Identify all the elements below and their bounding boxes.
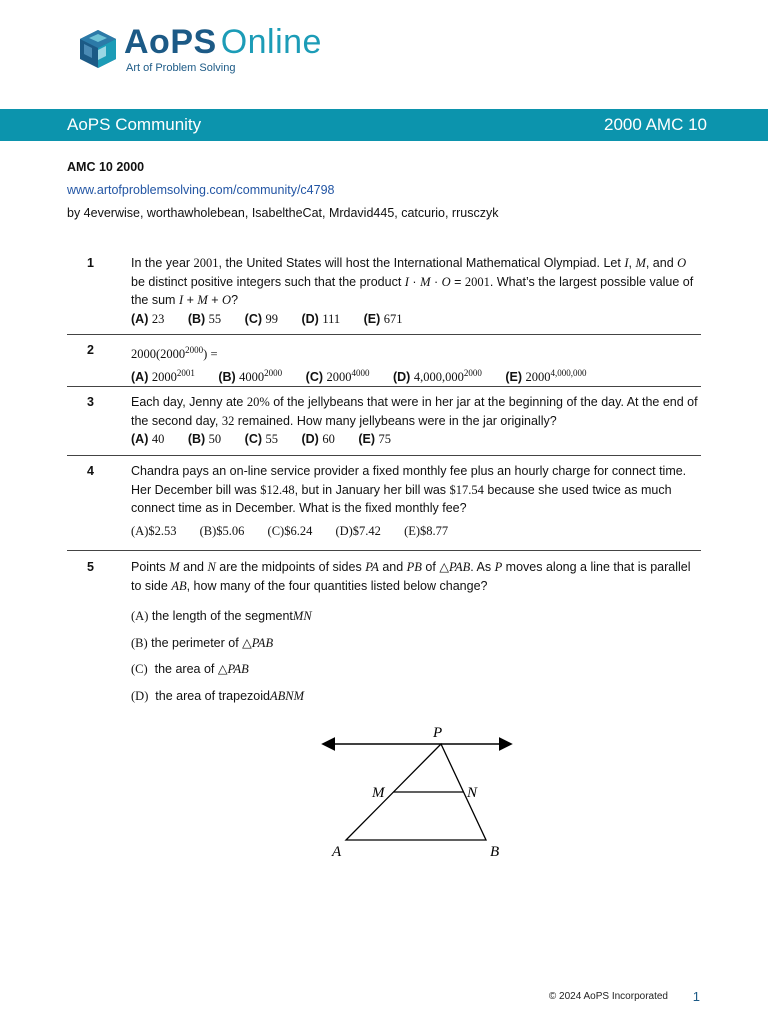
banner-community: AoPS Community: [67, 115, 202, 134]
label-p: P: [433, 725, 443, 741]
divider: [67, 550, 701, 551]
problem-text: In the year 2001, the United States will host the International Mathematical Olympiad. Let I, M, and O be distinct positive integers such that the product I · M · O = 2001. What’s the largest possible value of the sum I + M + O? (A) 23 (B) 55 (C) 99 (D) 111 (E) 671: [131, 254, 701, 328]
answer-choices: (A) 23 (B) 55 (C) 99 (D) 111 (E) 671: [131, 311, 403, 326]
copyright: © 2024 AoPS Incorporated: [548, 991, 668, 1002]
label-b: B: [490, 844, 500, 860]
problem-number: 4: [87, 464, 94, 478]
logo-product: Online: [220, 23, 322, 61]
authors-line: by 4everwise, worthawholebean, IsabeltheCat, Mrdavid445, catcurio, rrusczyk: [67, 206, 499, 220]
problem-number: 2: [87, 343, 94, 357]
divider: [67, 455, 701, 456]
logo-tagline: Art of Problem Solving: [126, 62, 236, 74]
quantity-list: [131, 603, 701, 709]
quantity-item: (B) the perimeter of △PAB: [131, 635, 274, 650]
label-n: N: [467, 785, 478, 801]
document-meta: [67, 156, 498, 225]
trapezoid-figure: [310, 718, 530, 868]
answer-choices: (A) $2000^{2001}$ (B) $4000^{2000}$ (C) $2000^{4000}$ (D) $4,000,000^{2000}$ (E) 2000$^{4,000,000}$: [131, 367, 587, 384]
problem-number: 3: [87, 395, 94, 409]
divider: [67, 334, 701, 335]
contest-title: AMC 10 2000: [67, 160, 145, 174]
label-a: A: [332, 844, 342, 860]
problem-number: 1: [87, 256, 94, 270]
cube-logo-icon: [78, 28, 118, 70]
quantity-item: (D) the area of trapezoidABNM: [131, 688, 304, 703]
header-banner: [0, 109, 768, 141]
quantity-item: (A) the length of the segmentMN: [131, 609, 312, 623]
quantity-item: (C) the area of △PAB: [131, 662, 249, 676]
divider: [67, 386, 701, 387]
problem-text: Chandra pays an on-line service provider a fixed monthly fee plus an hourly charge for connect time. Her December bill was $12.48, but in January her bill was $17.54 because she used twice as much connect time as in December. What is the fixed monthly fee? (A)$2.53 (B)$5.06 (C)$6.24 (D)$7.42 (E)$8.77: [131, 462, 701, 540]
problem-number: 5: [87, 560, 94, 574]
page-number: 1: [692, 989, 700, 1004]
logo-brand: AoPS: [124, 23, 217, 61]
problem-text: $2000(2000^{2000})$ = (A) $2000^{2001}$ (B) $4000^{2000}$ (C) $2000^{4000}$ (D) $4,000,000^{2000}$ (E) 2000$^{4,000,000}$: [131, 341, 701, 386]
community-link[interactable]: www.artofproblemsolving.com/community/c4798: [67, 183, 335, 197]
label-m: M: [372, 785, 385, 801]
aops-logo: [78, 24, 322, 74]
answer-choices: (A)$2.53 (B)$5.06 (C)$6.24 (D)$7.42 (E)$8.77: [131, 523, 449, 538]
problem-text: Each day, Jenny ate 20% of the jellybeans that were in her jar at the beginning of the day. At the end of the second day, 32 remained. How many jellybeans were in the jar originally? (A) 40 (B) 50 (C) 55 (D) 60 (E) 75: [131, 393, 701, 449]
banner-contest: 2000 AMC 10: [603, 115, 707, 134]
answer-choices: (A) 40 (B) 50 (C) 55 (D) 60 (E) 75: [131, 432, 391, 446]
problem-text: Points M and N are the midpoints of sides PA and PB of △PAB. As P moves along a line that is parallel to side AB, how many of the four quantities listed below change? (A) the length of the segmentMN (B) the perimeter of △PAB (C) the area of △PAB (D) the area of trapezoidABNM: [131, 558, 701, 709]
